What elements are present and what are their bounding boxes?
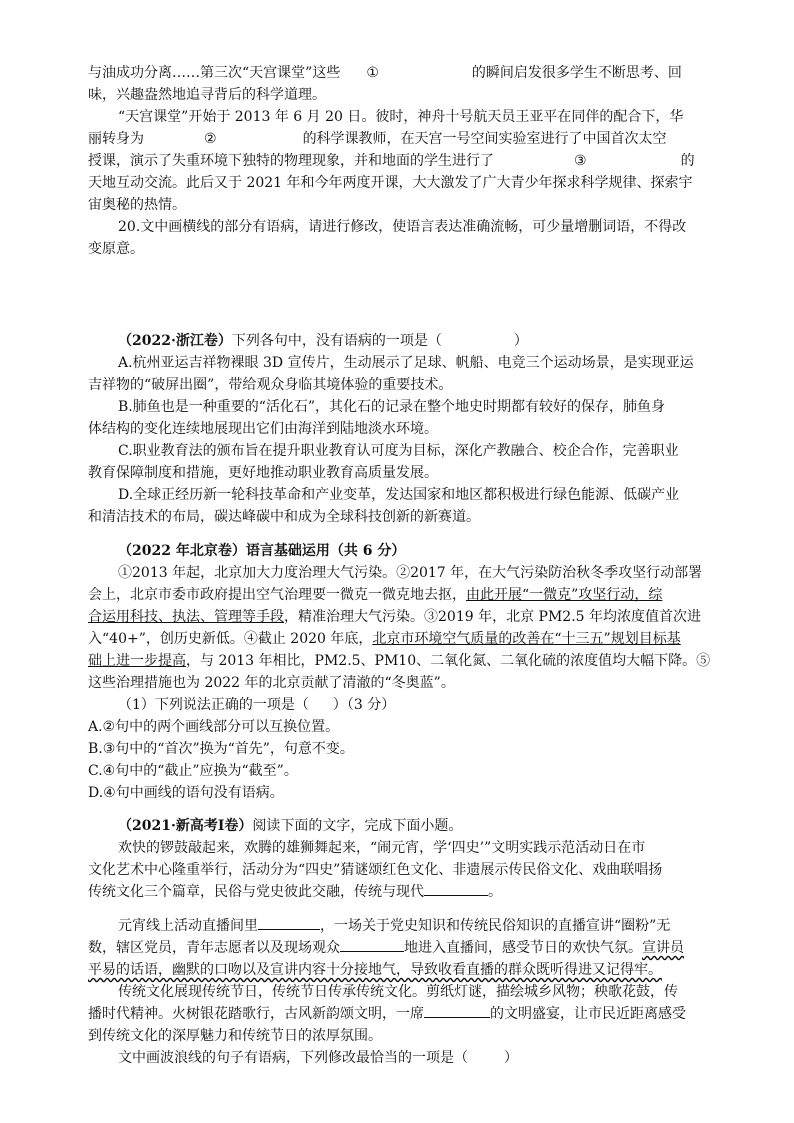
- text-line: 天地互动交流。此后又于 2021 年和今年两度开课，大大激发了广大青少年探求科学规律、探索宇: [88, 175, 693, 191]
- text-span: 的: [680, 153, 695, 169]
- text-span: 入“40+”，创历史新低。④截止 2020 年底，: [88, 631, 373, 647]
- text-span: 会上，北京市委市政府提出空气治理要一微克一微克地去抠，: [88, 587, 466, 603]
- text-span: ）（3 分）: [332, 697, 396, 713]
- wavy-underlined-text: 平易的话语，幽默的口吻以及宣讲内容十分接地气，导致收看直播的群众既听得进又记得牢。: [88, 962, 662, 978]
- text-line: [88, 584, 728, 606]
- text-line: [118, 915, 728, 937]
- text-line: [88, 937, 728, 959]
- fill-blank: [258, 915, 320, 930]
- text-line: [88, 128, 728, 150]
- text-span: 的瞬间启发很多学生不断思考、回: [471, 65, 682, 81]
- text-span: 地进入直播间，感受节日的欢快气氛。: [404, 940, 642, 956]
- text-span: 与油成功分离……第三次“天宫课堂”这些: [88, 65, 341, 81]
- fill-blank: [424, 1003, 490, 1018]
- text-span: 播时代精神。火树银花踏歌行，古风新韵颂文明，一席: [88, 1006, 424, 1022]
- text-span: ）: [513, 333, 528, 349]
- underlined-text: 础上进一步提高: [88, 653, 186, 669]
- text-line: 宙奥秘的热情。: [88, 197, 186, 213]
- text-span: ）: [504, 1050, 518, 1066]
- text-line: [88, 606, 728, 628]
- text-line: 文化艺术中心隆重举行，活动分为“四史”猜谜颂红色文化、非遗展示传民俗文化、戏曲联唱扬: [88, 862, 663, 878]
- wavy-underlined-text: 宣讲员: [642, 940, 684, 956]
- blank-marker-3: ③: [574, 153, 587, 169]
- text-line: [88, 650, 728, 672]
- question-text: 变原意。: [88, 241, 144, 257]
- question-stem: [118, 815, 728, 837]
- text-span: ，精准治理大气污染。③2019 年，北京 PM2.5 年均浓度值首次进: [284, 609, 701, 625]
- text-line: 这些治理措施也为 2022 年的北京贡献了清澈的“冬奥蓝”。: [88, 675, 455, 691]
- question-source: （2022 年北京卷）语言基础运用（共 6 分）: [118, 543, 406, 559]
- text-span: 授课，演示了失重环境下独特的物理现象，并和地面的学生进行了: [88, 153, 494, 169]
- text-span: 的科学课教师，在天宫一号空间实验室进行了中国首次太空: [302, 131, 667, 147]
- text-line: 欢快的锣鼓敲起来，欢腾的雄狮舞起来，“闹元宵，学‘四史’”文明实践示范活动日在市: [118, 840, 646, 856]
- text-line: [88, 1003, 728, 1025]
- question-source: （2022·浙江卷）: [118, 333, 232, 349]
- option-b: B.肺鱼也是一种重要的“活化石”，其化石的记录在整个地史时期都有较好的保存，肺鱼身: [118, 399, 666, 415]
- text-line: [88, 959, 728, 981]
- option-c: C.④句中的“截止”应换为“截至”。: [88, 763, 298, 779]
- text-span: ，与 2013 年相比，PM2.5、PM10、二氧化氮、二氧化硫的浓度值均大幅下降。⑤: [186, 653, 711, 669]
- underlined-text: 北京市环境空气质量的改善在“十三五”规划目标基: [372, 631, 681, 647]
- text-line: 味，兴趣盎然地追寻背后的科学道理。: [88, 87, 326, 103]
- option-d: 和清洁技术的布局，碳达峰碳中和成为全球科技创新的新赛道。: [88, 509, 480, 525]
- text-line: ①2013 年起，北京加大力度治理大气污染。②2017 年，在大气污染防治秋冬季攻坚行动部署: [118, 565, 703, 581]
- option-c: C.职业教育法的颁布旨在提升职业教育认可度为目标，深化产教融合、校企合作，完善职业: [118, 443, 679, 459]
- blank-marker-2: ②: [204, 131, 217, 147]
- text-span: 数，辖区党员，青年志愿者以及现场观众: [88, 940, 340, 956]
- text-line: [88, 150, 728, 172]
- text-line: “天宫课堂”开始于 2013 年 6 月 20 日。彼时，神舟十号航天员王亚平在同伴的配合下，华: [118, 109, 684, 125]
- question-source: （2021·新高考Ⅰ卷）: [118, 818, 253, 834]
- question-stem: [118, 694, 728, 716]
- text-span: 文中画波浪线的句子有语病，下列修改最恰当的一项是（: [118, 1050, 468, 1066]
- text-span: 传统文化三个篇章，民俗与党史彼此交融，传统与现代: [88, 884, 424, 900]
- option-a: A.杭州亚运吉祥物裸眼 3D 宣传片，生动展示了足球、帆船、电竞三个运动场景，是实现亚运: [118, 355, 694, 371]
- underlined-text: 合运用科技、执法、管理等手段: [88, 609, 284, 625]
- text-span: 。: [488, 884, 502, 900]
- text-line: 到传统文化的深厚魅力和传统节日的浓厚氛围。: [88, 1028, 382, 1044]
- option-b: B.③句中的“首次”换为“首先”，句意不变。: [88, 741, 354, 757]
- text-span: 元宵线上活动直播间里: [118, 918, 258, 934]
- text-span: 下列各句中，没有语病的一项是（: [231, 333, 442, 349]
- option-a: 吉祥物的“破屏出圈”，带给观众身临其境体验的重要技术。: [88, 377, 453, 393]
- text-span: 阅读下面的文字，完成下面小题。: [252, 818, 463, 834]
- option-d: D.④句中画线的语句没有语病。: [88, 785, 284, 801]
- text-line: [88, 628, 728, 650]
- blank-marker-1: ①: [366, 65, 379, 81]
- option-c: 教育保障制度和措施，更好地推动职业教育高质量发展。: [88, 465, 438, 481]
- option-a: A.②句中的两个画线部分可以互换位置。: [88, 719, 340, 735]
- text-span: ，一场关于党史知识和传统民俗知识的直播宣讲“圈粉”无: [320, 918, 671, 934]
- text-line: [88, 881, 728, 903]
- question-text: 20.文中画横线的部分有语病，请进行修改，使语言表达准确流畅，可少量增删词语，不得改: [118, 219, 687, 235]
- text-span: 丽转身为: [88, 131, 144, 147]
- fill-blank: [340, 937, 404, 952]
- text-span: 的文明盛宴，让市民近距离感受: [490, 1006, 686, 1022]
- option-d: D.全球正经历新一轮科技革命和产业变革，发达国家和地区都积极进行绿色能源、低碳产业: [118, 487, 680, 503]
- text-line: 传统文化展现传统节日，传统节日传承传统文化。剪纸灯谜，描绘城乡风物；秧歌花鼓，传: [118, 984, 678, 1000]
- text-line: [88, 62, 728, 84]
- text-span: （1）下列说法正确的一项是（: [118, 697, 309, 713]
- underlined-text: 由此开展“一微克”攻坚行动，综: [466, 587, 663, 603]
- option-b: 体结构的变化连续地展现出它们由海洋到陆地淡水环境。: [88, 421, 438, 437]
- fill-blank: [424, 881, 488, 896]
- question-stem: [118, 1047, 728, 1069]
- question-stem: [118, 330, 728, 352]
